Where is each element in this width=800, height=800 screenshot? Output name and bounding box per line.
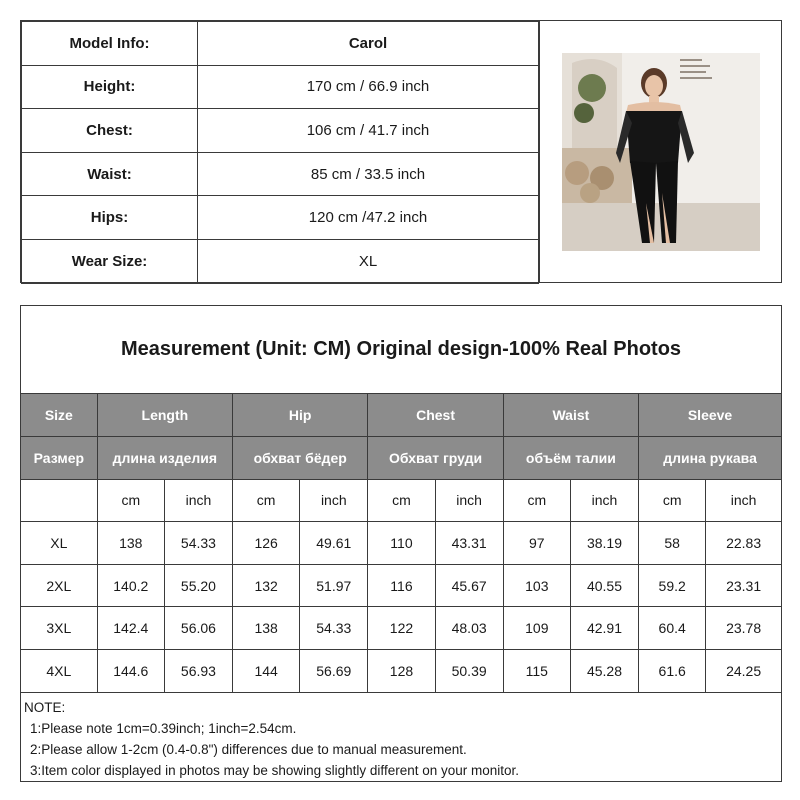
waist-value: 85 cm / 33.5 inch	[198, 152, 539, 196]
note-item: 3:Item color displayed in photos may be showing slightly different on your monitor.	[30, 762, 520, 778]
value-cell: 116	[368, 564, 435, 607]
header-ru-waist: объём талии	[503, 437, 638, 480]
model-info-row	[22, 239, 539, 283]
value-cell: 45.67	[435, 564, 503, 607]
header-chest: Chest	[368, 394, 503, 437]
unit-cell: inch	[570, 479, 638, 522]
model-name-value: Carol	[198, 22, 539, 66]
measurement-title: Measurement (Unit: CM) Original design-100% Real Photos	[21, 306, 781, 394]
value-cell: 56.93	[164, 650, 232, 693]
value-cell: 103	[503, 564, 570, 607]
wear-size-value: XL	[198, 239, 539, 283]
size-cell: XL	[21, 522, 97, 565]
model-info-table	[21, 21, 539, 284]
value-cell: 54.33	[300, 607, 368, 650]
header-length: Length	[97, 394, 232, 437]
value-cell: 144.6	[97, 650, 164, 693]
value-cell: 40.55	[570, 564, 638, 607]
value-cell: 97	[503, 522, 570, 565]
value-cell: 110	[368, 522, 435, 565]
value-cell: 126	[233, 522, 300, 565]
header-ru-length: длина изделия	[97, 437, 232, 480]
note-item: 1:Please note 1cm=0.39inch; 1inch=2.54cm.	[30, 720, 297, 736]
unit-cell: inch	[300, 479, 368, 522]
model-info-panel	[20, 20, 782, 283]
value-cell: 42.91	[570, 607, 638, 650]
height-value: 170 cm / 66.9 inch	[198, 65, 539, 109]
unit-cell: inch	[435, 479, 503, 522]
value-cell: 22.83	[706, 522, 781, 565]
value-cell: 61.6	[639, 650, 706, 693]
value-cell: 138	[97, 522, 164, 565]
value-cell: 115	[503, 650, 570, 693]
header-row	[21, 394, 781, 437]
unit-cell: cm	[233, 479, 300, 522]
value-cell: 122	[368, 607, 435, 650]
hips-label: Hips:	[22, 196, 198, 240]
value-cell: 38.19	[570, 522, 638, 565]
header-row-russian	[21, 437, 781, 480]
value-cell: 142.4	[97, 607, 164, 650]
value-cell: 23.78	[706, 607, 781, 650]
unit-cell: cm	[97, 479, 164, 522]
header-ru-hip: обхват бёдер	[233, 437, 368, 480]
value-cell: 140.2	[97, 564, 164, 607]
waist-label: Waist:	[22, 152, 198, 196]
measurement-panel	[20, 305, 782, 782]
value-cell: 60.4	[639, 607, 706, 650]
value-cell: 58	[639, 522, 706, 565]
table-row	[21, 522, 781, 565]
value-cell: 54.33	[164, 522, 232, 565]
unit-cell: cm	[503, 479, 570, 522]
unit-cell: cm	[639, 479, 706, 522]
value-cell: 45.28	[570, 650, 638, 693]
header-waist: Waist	[503, 394, 638, 437]
model-info-row	[22, 22, 539, 66]
value-cell: 51.97	[300, 564, 368, 607]
header-hip: Hip	[233, 394, 368, 437]
value-cell: 43.31	[435, 522, 503, 565]
notes-section	[21, 693, 781, 781]
model-info-row	[22, 196, 539, 240]
value-cell: 49.61	[300, 522, 368, 565]
wear-size-label: Wear Size:	[22, 239, 198, 283]
value-cell: 23.31	[706, 564, 781, 607]
size-cell: 4XL	[21, 650, 97, 693]
value-cell: 132	[233, 564, 300, 607]
table-row	[21, 607, 781, 650]
value-cell: 55.20	[164, 564, 232, 607]
model-info-row	[22, 65, 539, 109]
unit-cell: inch	[164, 479, 232, 522]
hips-value: 120 cm /47.2 inch	[198, 196, 539, 240]
size-chart-table	[21, 394, 781, 693]
model-info-row	[22, 109, 539, 153]
header-ru-chest: Обхват груди	[368, 437, 503, 480]
header-sleeve: Sleeve	[639, 394, 781, 437]
header-ru-sleeve: длина рукава	[639, 437, 781, 480]
unit-cell: inch	[706, 479, 781, 522]
note-item: 2:Please allow 1-2cm (0.4-0.8") differences due to manual measurement.	[30, 741, 467, 757]
chest-value: 106 cm / 41.7 inch	[198, 109, 539, 153]
value-cell: 138	[233, 607, 300, 650]
value-cell: 59.2	[639, 564, 706, 607]
value-cell: 128	[368, 650, 435, 693]
value-cell: 56.06	[164, 607, 232, 650]
model-photo	[562, 53, 760, 251]
value-cell: 48.03	[435, 607, 503, 650]
notes-heading: NOTE:	[24, 699, 66, 715]
unit-cell: cm	[368, 479, 435, 522]
header-ru-size: Размер	[21, 437, 97, 480]
unit-row	[21, 479, 781, 522]
model-photo-cell	[539, 21, 781, 282]
table-row	[21, 650, 781, 693]
value-cell: 109	[503, 607, 570, 650]
model-info-label: Model Info:	[22, 22, 198, 66]
value-cell: 56.69	[300, 650, 368, 693]
value-cell: 144	[233, 650, 300, 693]
header-size: Size	[21, 394, 97, 437]
unit-blank	[21, 479, 97, 522]
size-cell: 2XL	[21, 564, 97, 607]
model-photo-illustration	[562, 53, 760, 251]
value-cell: 50.39	[435, 650, 503, 693]
size-cell: 3XL	[21, 607, 97, 650]
height-label: Height:	[22, 65, 198, 109]
model-info-row	[22, 152, 539, 196]
chest-label: Chest:	[22, 109, 198, 153]
value-cell: 24.25	[706, 650, 781, 693]
table-row	[21, 564, 781, 607]
